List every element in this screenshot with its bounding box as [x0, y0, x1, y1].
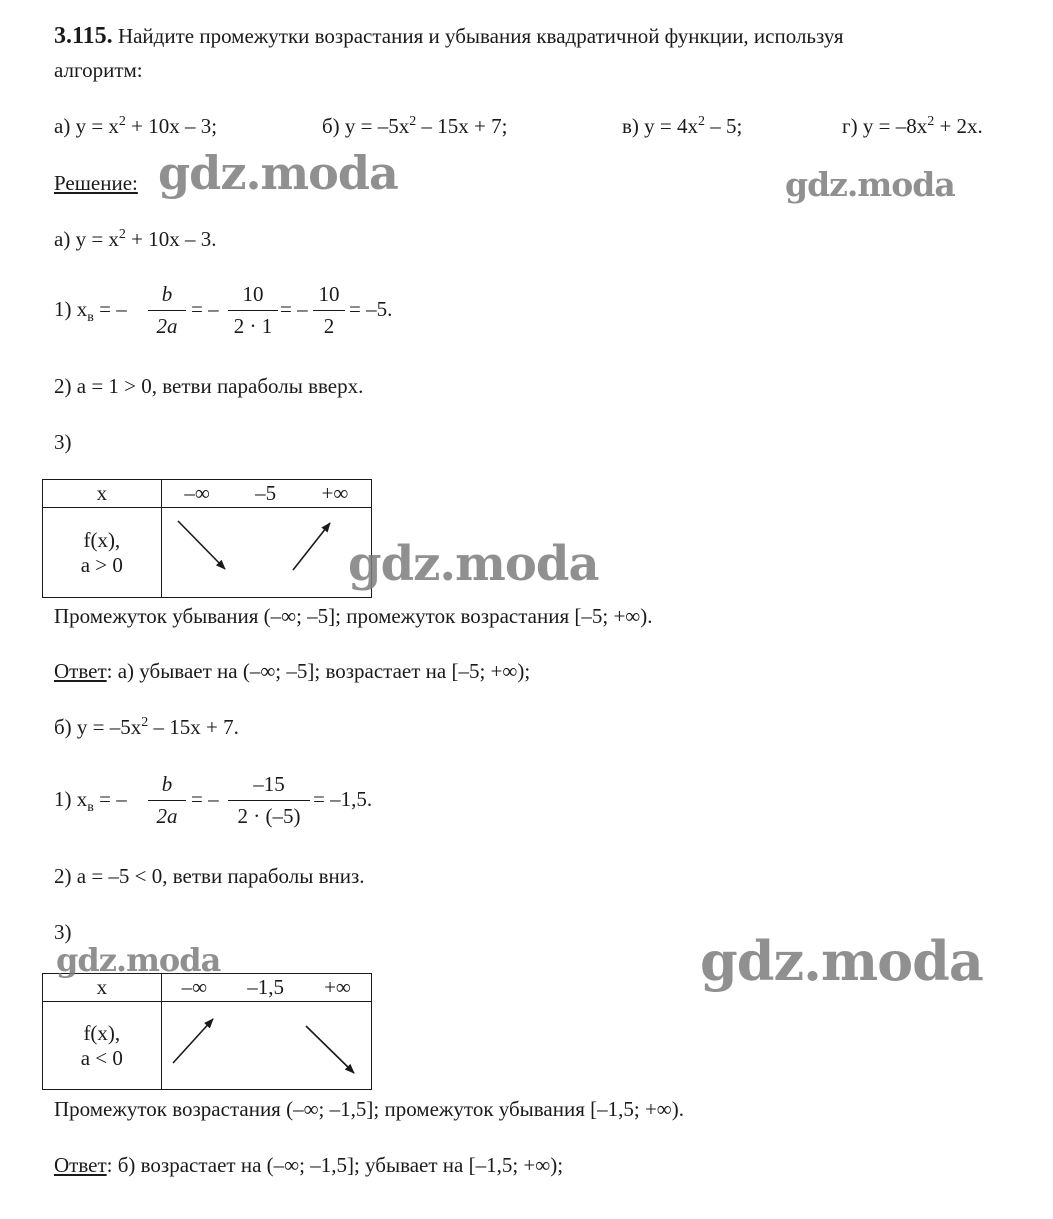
watermark-3: gdz.moda	[348, 536, 599, 592]
part-b-point-3: +∞	[324, 975, 351, 999]
watermark-2: gdz.moda	[785, 165, 955, 204]
part-b-f-label: f(x), a < 0	[43, 1002, 162, 1090]
part-b-result: = –1,5.	[313, 787, 373, 811]
part-a-eq-2: = –	[191, 297, 219, 321]
part-a-step3: 3)	[54, 430, 72, 454]
function-a: а) $y = x^2 + 10x - 3$;	[54, 114, 218, 138]
part-a-f-label: f(x), a > 0	[43, 508, 162, 598]
part-a-header: а) $y = x^2 + 10x - 3$.	[54, 227, 217, 251]
part-b-x-label: x	[43, 974, 162, 1002]
part-a-point-1: –∞	[184, 481, 210, 505]
part-b-intervals: Промежуток возрастания (–∞; –1,5]; промежуток убывания [–1,5; +∞).	[54, 1097, 685, 1121]
solution-label: Решение:	[54, 171, 138, 195]
part-a-fraction-2: 10 2 · 1	[228, 284, 278, 337]
part-b-header: б) $y = -5x^2 - 15x + 7$.	[54, 715, 239, 739]
function-b: б) $y = -5x^2 - 15x + 7$;	[322, 114, 508, 138]
part-a-x-label: x	[43, 480, 162, 508]
part-b-point-1: –∞	[181, 975, 208, 999]
problem-number: 3.115.	[54, 23, 113, 49]
part-b-step3: 3)	[54, 920, 72, 944]
part-b-fraction-1: b 2a	[148, 774, 186, 827]
problem-text-cont: алгоритм:	[54, 58, 143, 82]
function-g: г) $y = -8x^2 + 2x$.	[842, 114, 983, 138]
part-a-result: = –5.	[349, 297, 393, 321]
part-a-eq-3: = –	[280, 297, 308, 321]
part-a-intervals: Промежуток убывания (–∞; –5]; промежуток возрастания [–5; +∞).	[54, 604, 653, 628]
part-a-point-2: –5	[255, 481, 277, 505]
part-a-fraction-1: b 2a	[148, 284, 186, 337]
watermark-5: gdz.moda	[700, 929, 983, 993]
part-b-fraction-2: –15 2 · (–5)	[228, 774, 310, 827]
function-v: в) $y = 4x^2 - 5$;	[622, 114, 743, 138]
part-a-step2: 2) a = 1 > 0, ветви параболы вверх.	[54, 374, 364, 398]
watermark-4: gdz.moda	[56, 941, 221, 979]
part-b-step1-lhs: 1) $x_в$ = –	[54, 787, 127, 816]
part-b-step2: 2) a = –5 < 0, ветви параболы вниз.	[54, 864, 365, 888]
part-b-answer: Ответ: б) возрастает на (–∞; –1,5]; убывает на [–1,5; +∞);	[54, 1153, 564, 1177]
decreasing-arrow	[178, 521, 225, 569]
part-a-step1-lhs: 1) $x_в$ = –	[54, 297, 127, 326]
problem-statement	[54, 24, 844, 48]
part-a-fraction-3: 10 2	[313, 284, 345, 337]
part-a-arrows	[42, 479, 372, 599]
part-a-point-3: +∞	[321, 481, 349, 505]
watermark-1: gdz.moda	[158, 146, 398, 200]
part-a-answer: Ответ: а) убывает на (–∞; –5]; возрастает на [–5; +∞);	[54, 659, 531, 683]
part-b-arrows	[42, 973, 372, 1093]
increasing-arrow	[293, 523, 330, 570]
problem-text: Найдите промежутки возрастания и убывания квадратичной функции, используя	[117, 24, 844, 48]
decreasing-arrow	[306, 1026, 354, 1073]
part-b-eq-2: = –	[191, 787, 219, 811]
part-b-point-2: –1,5	[247, 975, 284, 999]
increasing-arrow	[173, 1019, 213, 1063]
